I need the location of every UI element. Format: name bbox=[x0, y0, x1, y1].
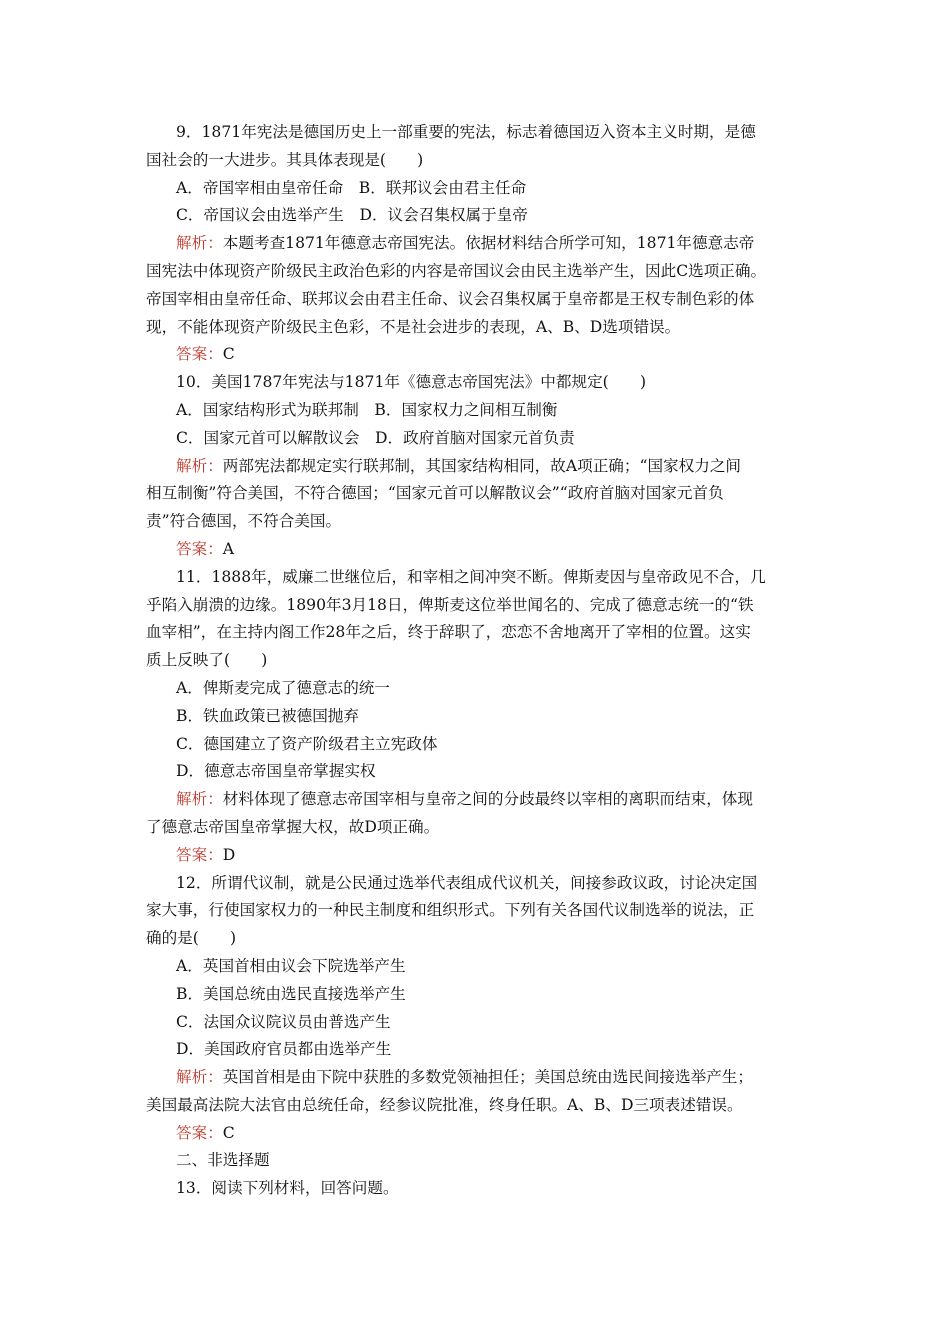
question-10-stem-line-1: 10．美国1787年宪法与1871年《德意志帝国宪法》中都规定( ) bbox=[176, 373, 647, 392]
analysis-label: 解析： bbox=[176, 790, 223, 809]
question-10-analysis-line-3: 责”符合德国，不符合美国。 bbox=[146, 512, 342, 531]
section-heading: 二、非选择题 bbox=[176, 1151, 270, 1170]
question-12-analysis-line-2: 美国最高法院大法官由总统任命，经参议院批准，终身任职。A、B、D三项表述错误。 bbox=[146, 1095, 743, 1114]
answer-value: A bbox=[222, 539, 235, 558]
question-9-stem-line-2: 国社会的一大进步。其具体表现是( ) bbox=[146, 150, 424, 169]
question-10-analysis-line-1 bbox=[146, 453, 806, 481]
analysis-text: 本题考查1871年德意志帝国宪法。依据材料结合所学可知，1871年德意志帝 bbox=[222, 234, 755, 253]
answer-value: C bbox=[222, 345, 235, 364]
question-11-option-c: C．德国建立了资产阶级君主立宪政体 bbox=[176, 734, 438, 753]
question-12-analysis-line-1 bbox=[146, 1064, 806, 1092]
question-12-option-b: B．美国总统由选民直接选举产生 bbox=[176, 984, 406, 1003]
question-11-answer bbox=[146, 842, 806, 870]
question-11-option-d: D．德意志帝国皇帝掌握实权 bbox=[176, 762, 376, 781]
analysis-text: 两部宪法都规定实行联邦制，其国家结构相同，故A项正确；“国家权力之间 bbox=[222, 456, 742, 475]
question-12-option-d: D．美国政府官员都由选举产生 bbox=[176, 1040, 392, 1059]
analysis-text: 材料体现了德意志帝国宰相与皇帝之间的分歧最终以宰相的离职而结束，体现 bbox=[222, 790, 753, 809]
question-11-stem-line-4: 质上反映了( ) bbox=[146, 651, 268, 670]
answer-label: 答案： bbox=[176, 1123, 223, 1142]
question-10-options-cd: C．国家元首可以解散议会 D．政府首脑对国家元首负责 bbox=[176, 428, 575, 447]
question-11-stem-line-1: 11．1888年，威廉二世继位后，和宰相之间冲突不断。俾斯麦因与皇帝政见不合，几 bbox=[176, 567, 766, 586]
question-11-stem-line-2: 乎陷入崩溃的边缘。1890年3月18日，俾斯麦这位举世闻名的、完成了德意志统一的“铁 bbox=[146, 595, 754, 614]
analysis-label: 解析： bbox=[176, 234, 223, 253]
question-9-options-cd: C．帝国议会由选举产生 D．议会召集权属于皇帝 bbox=[176, 206, 528, 225]
question-10-analysis-line-2: 相互制衡”符合美国，不符合德国；“国家元首可以解散议会”“政府首脑对国家元首负 bbox=[146, 484, 724, 503]
question-12-stem-line-2: 家大事，行使国家权力的一种民主制度和组织形式。下列有关各国代议制选举的说法，正 bbox=[146, 901, 755, 920]
answer-value: D bbox=[222, 845, 236, 864]
question-13-stem: 13．阅读下列材料，回答问题。 bbox=[176, 1179, 399, 1198]
question-12-stem-line-3: 确的是( ) bbox=[146, 929, 237, 948]
answer-label: 答案： bbox=[176, 539, 223, 558]
question-11-option-a: A．俾斯麦完成了德意志的统一 bbox=[176, 678, 390, 697]
document-content bbox=[146, 119, 806, 1203]
question-10-answer bbox=[146, 536, 806, 564]
question-9-analysis-line-4: 现，不能体现资产阶级民主色彩，不是社会进步的表现，A、B、D选项错误。 bbox=[146, 317, 681, 336]
question-11-analysis-line-1 bbox=[146, 786, 806, 814]
question-9-stem-line-1: 9．1871年宪法是德国历史上一部重要的宪法，标志着德国迈入资本主义时期，是德 bbox=[176, 123, 756, 141]
question-12-answer bbox=[146, 1120, 806, 1148]
analysis-text: 英国首相是由下院中获胜的多数党领袖担任；美国总统由选民间接选举产生； bbox=[222, 1068, 753, 1087]
question-9-analysis-line-2: 国宪法中体现资产阶级民主政治色彩的内容是帝国议会由民主选举产生，因此C选项正确。 bbox=[146, 261, 767, 280]
question-9-options-ab: A．帝国宰相由皇帝任命 B．联邦议会由君主任命 bbox=[176, 178, 527, 197]
question-11-analysis-line-2: 了德意志帝国皇帝掌握大权，故D项正确。 bbox=[146, 817, 440, 836]
analysis-label: 解析： bbox=[176, 1068, 223, 1087]
question-11-option-b: B．铁血政策已被德国抛弃 bbox=[176, 706, 359, 725]
question-12-stem-line-1: 12．所谓代议制，就是公民通过选举代表组成代议机关，间接参政议政，讨论决定国 bbox=[176, 873, 758, 892]
question-12-option-c: C．法国众议院议员由普选产生 bbox=[176, 1012, 391, 1031]
question-11-stem-line-3: 血宰相”，在主持内阁工作28年之后，终于辞职了，恋恋不舍地离开了宰相的位置。这实 bbox=[146, 623, 751, 642]
answer-label: 答案： bbox=[176, 845, 223, 864]
analysis-label: 解析： bbox=[176, 456, 223, 475]
question-9-analysis-line-3: 帝国宰相由皇帝任命、联邦议会由君主任命、议会召集权属于皇帝都是王权专制色彩的体 bbox=[146, 289, 755, 308]
answer-label: 答案： bbox=[176, 345, 223, 364]
question-12-option-a: A．英国首相由议会下院选举产生 bbox=[176, 956, 406, 975]
question-9-analysis-line-1 bbox=[146, 230, 806, 258]
question-9-answer bbox=[146, 341, 806, 369]
answer-value: C bbox=[222, 1123, 235, 1142]
question-10-options-ab: A．国家结构形式为联邦制 B．国家权力之间相互制衡 bbox=[176, 400, 558, 419]
